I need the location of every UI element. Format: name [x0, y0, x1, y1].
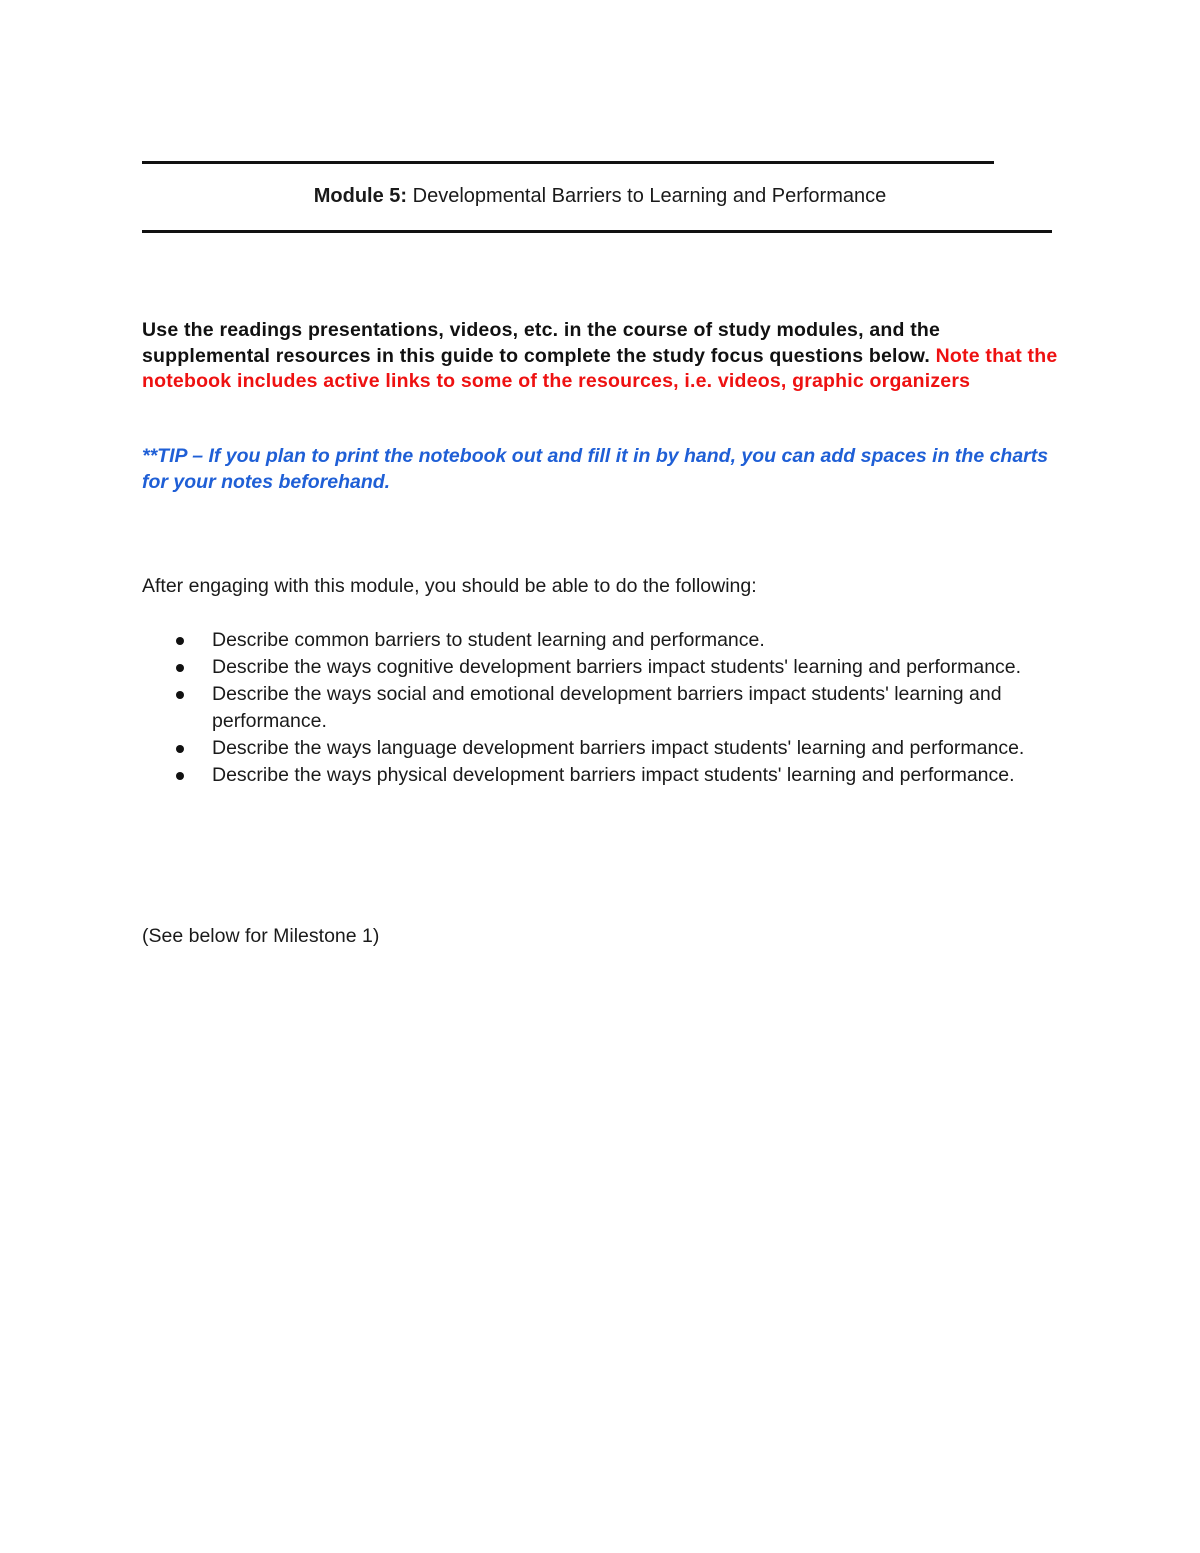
objective-text: Describe the ways social and emotional development barriers impact students' learning and performance.	[212, 683, 1002, 732]
objectives-list	[142, 627, 1062, 789]
instructions-text: Use the readings presentations, videos, etc. in the course of study modules, and the supplemental resources in this guide to complete the study focus questions below.	[142, 319, 941, 367]
top-divider-rule	[142, 161, 994, 164]
objective-text: Describe the ways physical development barriers impact students' learning and performance.	[212, 764, 1015, 786]
objective-item	[142, 627, 1062, 654]
objective-item	[142, 681, 1062, 735]
module-title: Developmental Barriers to Learning and Performance	[407, 185, 887, 207]
bullet-icon	[176, 772, 184, 780]
bullet-icon	[176, 691, 184, 699]
bottom-divider-rule	[142, 230, 1052, 233]
tip-paragraph: **TIP – If you plan to print the notebook out and fill it in by hand, you can add spaces in the charts for your notes beforehand.	[142, 445, 1049, 493]
bullet-icon	[176, 664, 184, 672]
bullet-icon	[176, 637, 184, 645]
objective-text: Describe common barriers to student learning and performance.	[212, 629, 765, 651]
objective-item	[142, 654, 1062, 681]
objectives-intro: After engaging with this module, you should be able to do the following:	[142, 575, 757, 597]
instructions-paragraph	[142, 318, 1062, 395]
module-label: Module 5:	[313, 185, 408, 207]
objective-item	[142, 762, 1062, 789]
milestone-note: (See below for Milestone 1)	[142, 925, 380, 947]
objective-text: Describe the ways language development barriers impact students' learning and performance.	[212, 737, 1025, 759]
objective-item	[142, 735, 1062, 762]
bullet-icon	[176, 745, 184, 753]
module-heading	[0, 184, 1200, 208]
objective-text: Describe the ways cognitive development barriers impact students' learning and performance.	[212, 656, 1022, 678]
notebook-links-note: Note that the notebook includes active links to some of the resources, i.e. videos, graphic organizers	[142, 344, 1058, 392]
